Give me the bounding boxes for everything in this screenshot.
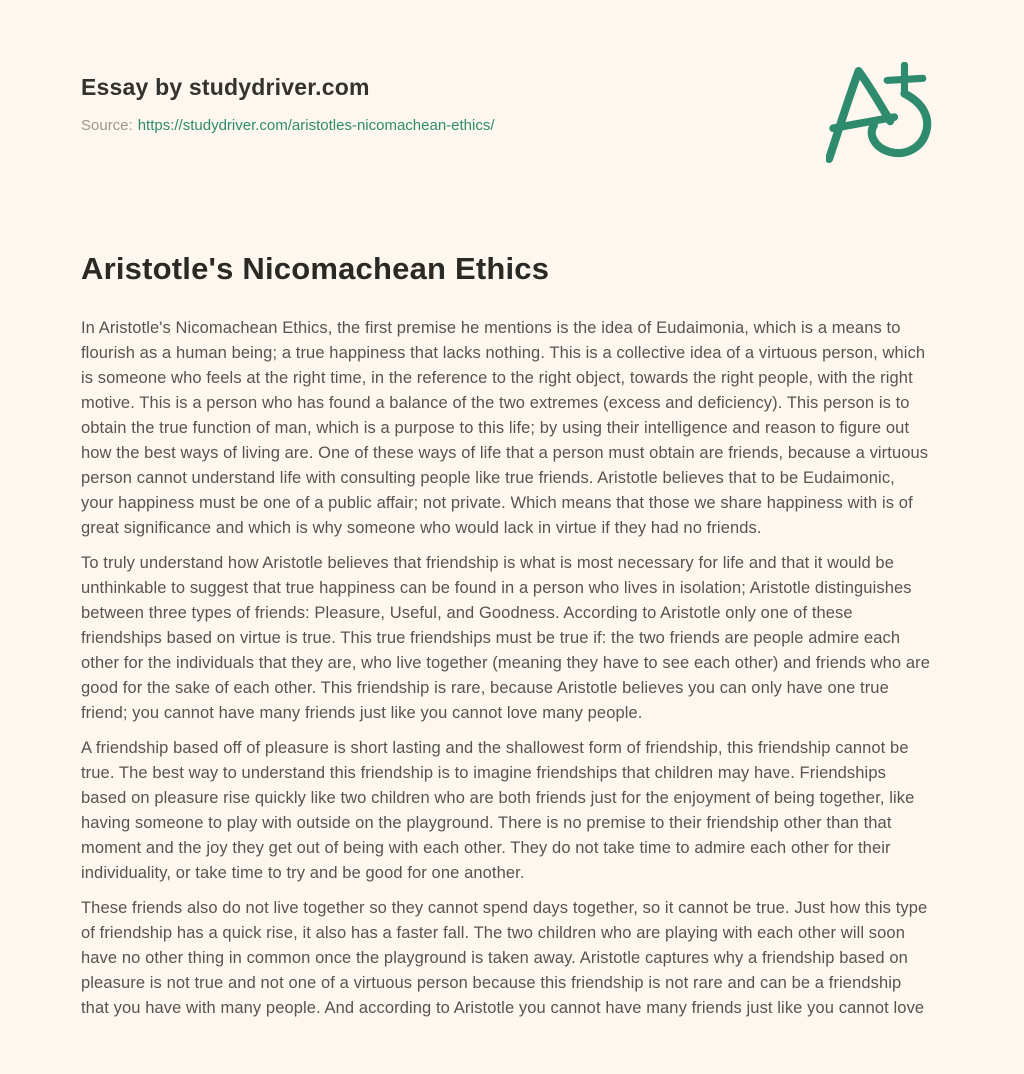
- source-line: [81, 117, 930, 135]
- essay-paragraph-4: These friends also do not live together so they cannot spend days together, so it cannot be true. Just how this type of friendship has a quick rise, it also has a faster fall. The two children who are playing with each other will soon have no other thing in common once the playground is taken away. Aristotle captures why a friendship based on pleasure is not true and not one of a virtuous person because this friendship is not rare and can be a friendship that you have with many people. And according to Aristotle you cannot have many friends just like you cannot love: [81, 898, 928, 1017]
- essay-paragraph-3: A friendship based off of pleasure is short lasting and the shallowest form of friendship, this friendship cannot be true. The best way to understand this friendship is to imagine friendships that children may have. Friendships based on pleasure rise quickly like two children who are both friends just for the enjoyment of being together, like having someone to play with outside on the playground. There is no premise to their friendship other than that moment and the joy they get out of being with each other. They do not take time to admire each other for their individuality, or take time to try and be good for one another.: [81, 738, 915, 882]
- source-label: Source:: [81, 116, 133, 134]
- article: [81, 252, 930, 1021]
- studydriver-a-plus-logo-icon: [826, 62, 932, 164]
- article-title: Aristotle's Nicomachean Ethics: [81, 250, 550, 286]
- source-url-link[interactable]: https://studydriver.com/aristotles-nicomachean-ethics/: [137, 116, 495, 134]
- essay-paragraph-2: To truly understand how Aristotle believes that friendship is what is most necessary for life and that it would be unthinkable to suggest that true happiness can be found in a person who lives in isolation; Aristotle distinguishes between three types of friends: Pleasure, Useful, and Goodness. According to Aristotle only one of these friendships based on virtue is true. This true friendships must be true if: the two friends are people admire each other for the individuals that they are, who live together (meaning they have to see each other) and friends who are good for the sake of each other. This friendship is rare, because Aristotle believes you can only have one true friend; you cannot have many friends just like you cannot love many people.: [81, 553, 931, 722]
- essay-paragraph-1: In Aristotle's Nicomachean Ethics, the first premise he mentions is the idea of Eudaimonia, which is a means to flourish as a human being; a true happiness that lacks nothing. This is a collective idea of a virtuous person, which is someone who feels at the right time, in the reference to the right object, towards the right people, with the right motive. This is a person who has found a balance of the two extremes (excess and deficiency). This person is to obtain the true function of man, which is a purpose to this life; by using their intelligence and reason to figure out how the best ways of living are. One of these ways of life that a person must obtain are friends, because a virtuous person cannot understand life with consulting people like true friends. Aristotle believes that to be Eudaimonic, your happiness must be one of a public affair; not private. Which means that those we share happiness with is of great significance and which is why someone who would lack in virtue if they had no friends.: [81, 318, 929, 537]
- page-header: [81, 74, 930, 135]
- document-heading: Essay by studydriver.com: [81, 74, 370, 100]
